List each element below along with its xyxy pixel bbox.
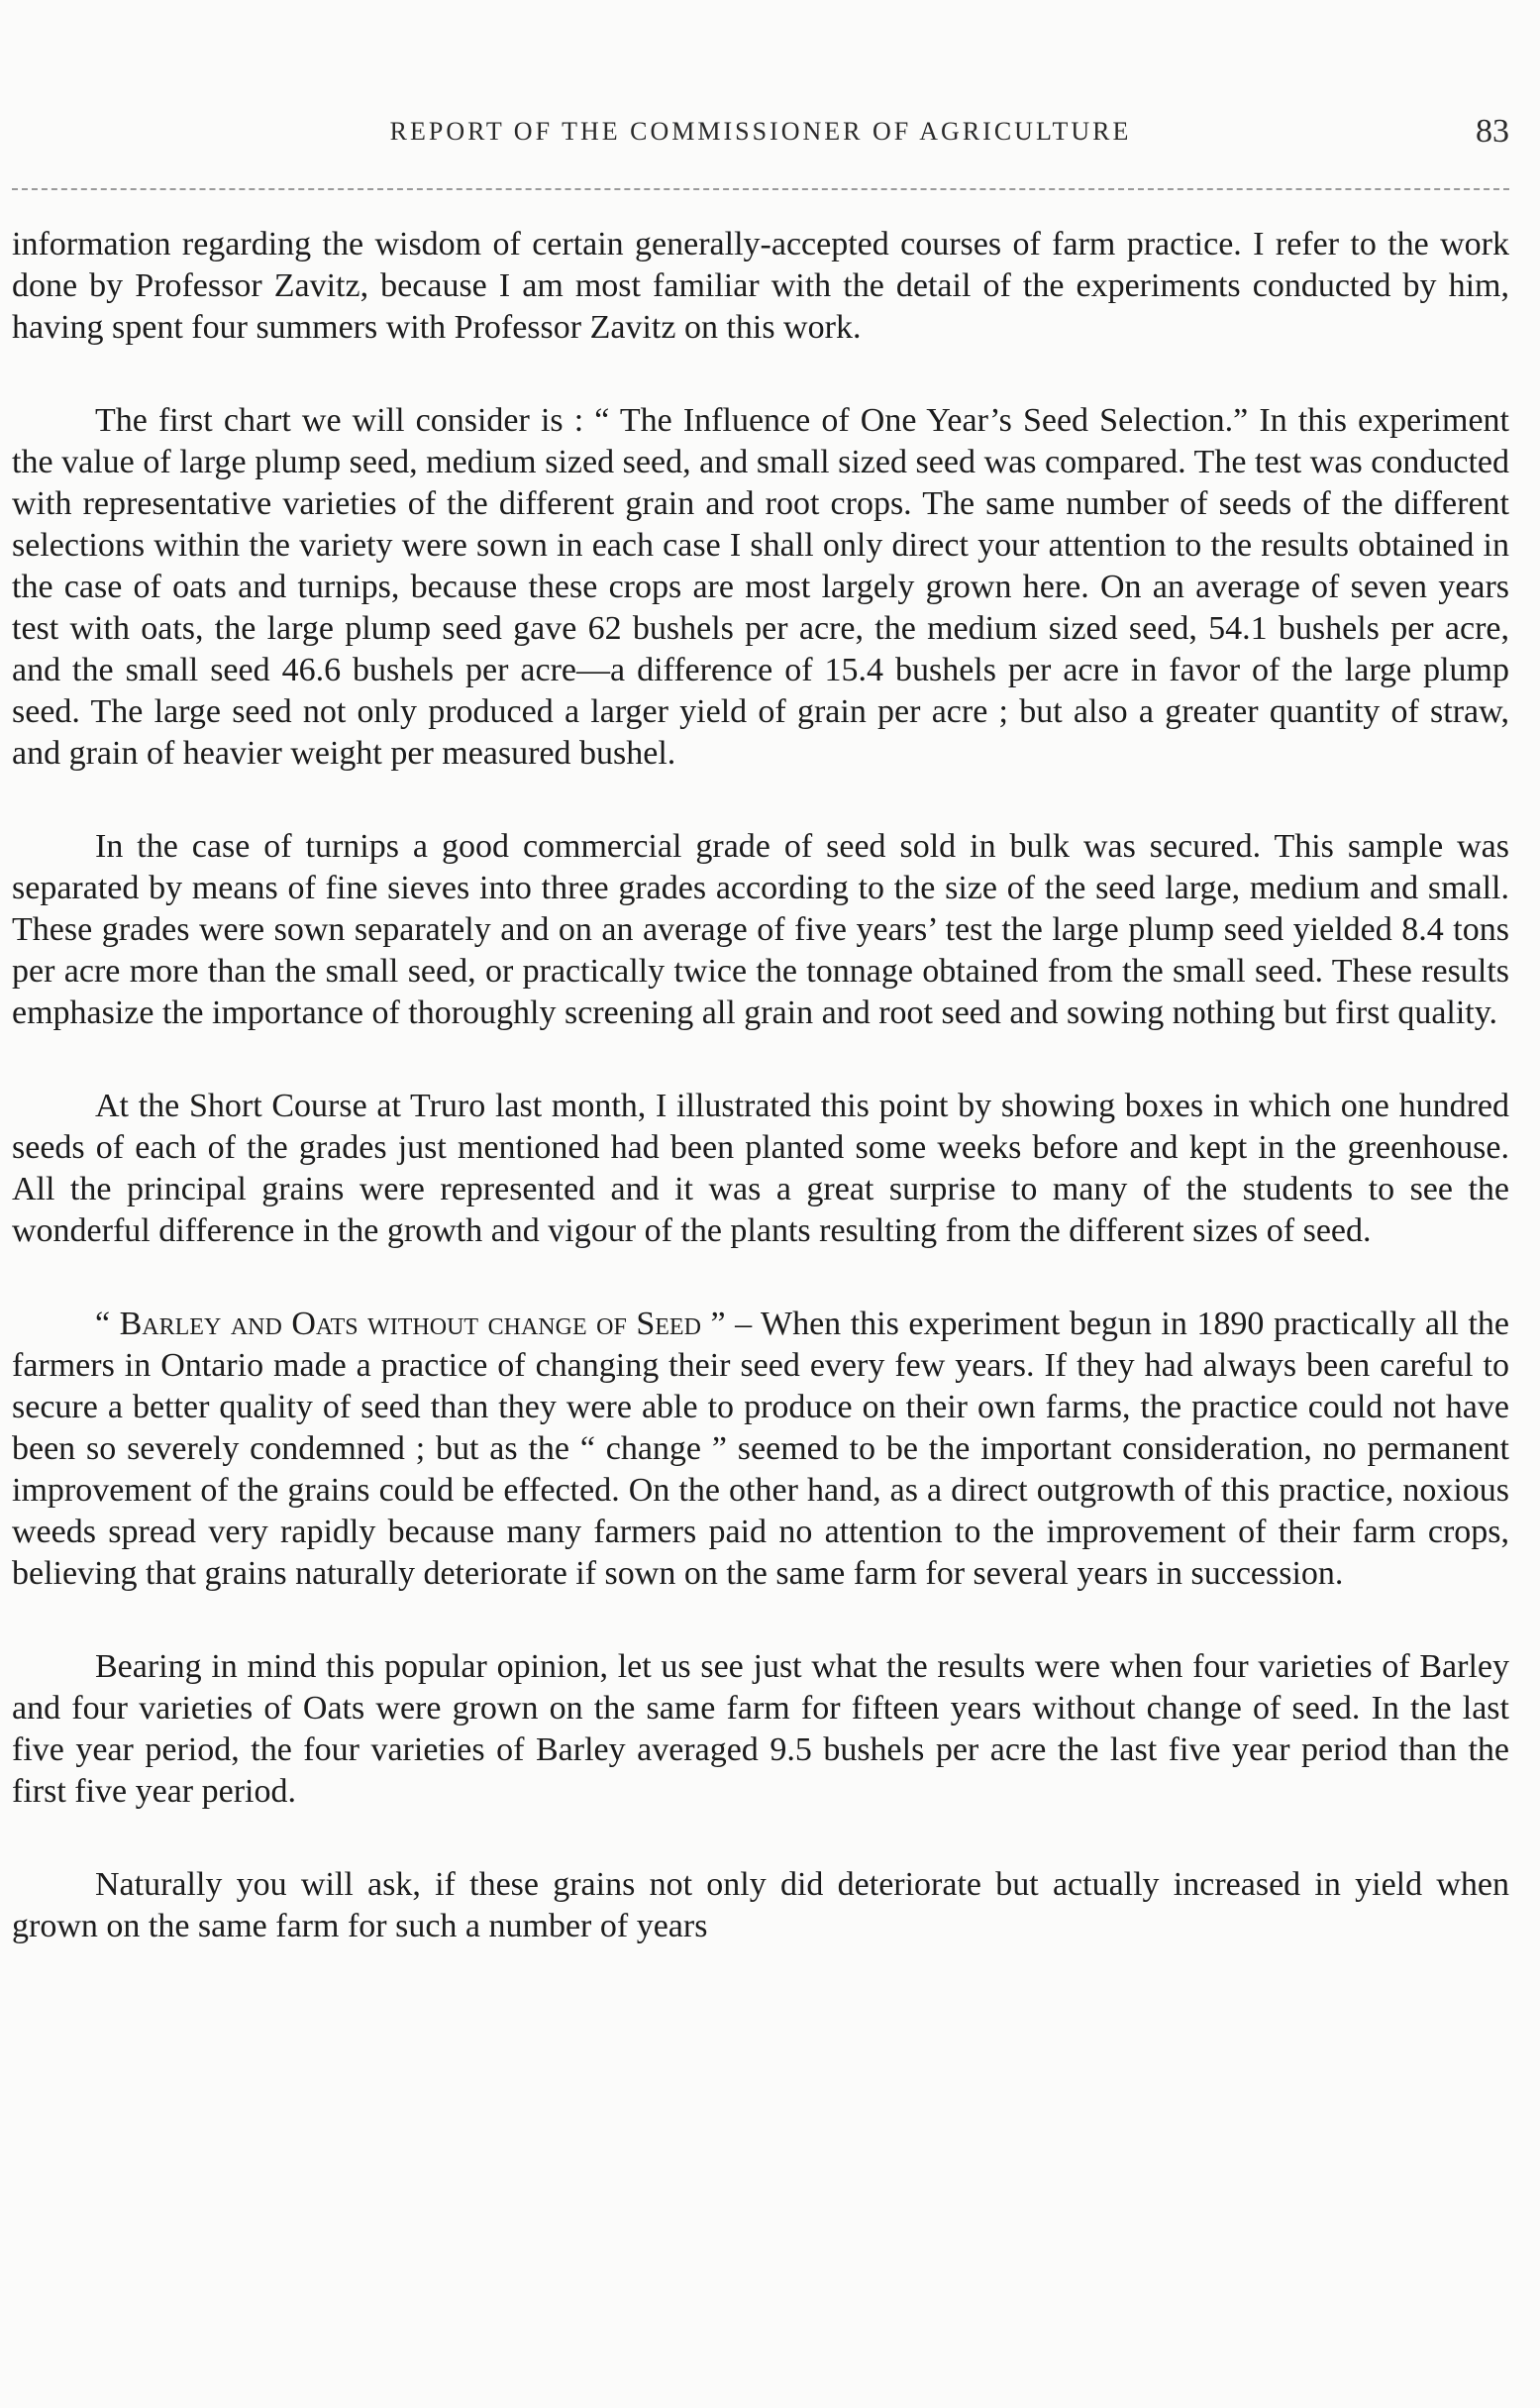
header-rule xyxy=(12,188,1509,190)
paragraph-2: The first chart we will consider is : “ The Influence of One Year’s Seed Selection.” In this experiment the value of large plump seed, medium sized seed, and small sized seed was compared. The test was conducted with representative varieties of the different grain and root crops. The same number of seeds of the different selections within the variety were sown in each case I shall only direct your attention to the results obtained in the case of oats and turnips, because these crops are most largely grown here. On an average of seven years test with oats, the large plump seed gave 62 bushels per acre, the medium sized seed, 54.1 bushels per acre, and the small seed 46.6 bushels per acre—a difference of 15.4 bushels per acre in favor of the large plump seed. The large seed not only produced a larger yield of grain per acre ; but also a greater quantity of straw, and grain of heavier weight per measured bushel. xyxy=(12,402,1509,772)
section-heading: “ Barley and Oats without change of Seed ” xyxy=(95,1306,726,1342)
paragraph-3: In the case of turnips a good commercial grade of seed sold in bulk was secured. This sample was separated by means of fine sieves into three grades according to the size of the seed large, medium and small. These grades were sown separately and on an average of five years’ test the large plump seed yielded 8.4 tons per acre more than the small seed, or practically twice the tonnage obtained from the small seed. These results emphasize the importance of thoroughly screening all grain and root seed and sowing nothing but first quality. xyxy=(12,828,1509,1031)
running-head: REPORT OF THE COMMISSIONER OF AGRICULTURE xyxy=(389,117,1132,146)
paragraph-6: Bearing in mind this popular opinion, let us see just what the results were when four varieties of Barley and four varieties of Oats were grown on the same farm for fifteen years without change of seed. In the last five year period, the four varieties of Barley averaged 9.5 bushels per acre the last five year period than the first five year period. xyxy=(12,1648,1509,1810)
paragraph-5 xyxy=(12,1304,1509,1595)
paragraph-5-text: – When this experiment begun in 1890 practically all the farmers in Ontario made a practice of changing their seed every few years. If they had always been careful to secure a better quality of seed than they were able to produce on their own farms, the practice could not have been so severely condemned ; but as the “ change ” seemed to be the important consideration, no permanent improvement of the grains could be effected. On the other hand, as a direct outgrowth of this practice, noxious weeds spread very rapidly because many farmers paid no attention to the improvement of their farm crops, believing that grains naturally deteriorate if sown on the same farm for several years in succession. xyxy=(12,1306,1509,1592)
paragraph-4: At the Short Course at Truro last month, I illustrated this point by showing boxes in which one hundred seeds of each of the grades just mentioned had been planted some weeks before and kept in the greenhouse. All the principal grains were represented and it was a great surprise to many of the students to see the wonderful difference in the growth and vigour of the plants resulting from the different sizes of seed. xyxy=(12,1088,1509,1249)
page-number: 83 xyxy=(1476,113,1509,150)
page-header xyxy=(12,113,1509,157)
body-text xyxy=(12,224,1509,1999)
paragraph-1: information regarding the wisdom of certain generally-accepted courses of farm practice. I refer to the work done by Professor Zavitz, because I am most familiar with the detail of the experiments conducted by him, having spent four summers with Professor Zavitz on this work. xyxy=(12,226,1509,346)
paragraph-7: Naturally you will ask, if these grains not only did deteriorate but actually increased in yield when grown on the same farm for such a number of years xyxy=(12,1866,1509,1944)
